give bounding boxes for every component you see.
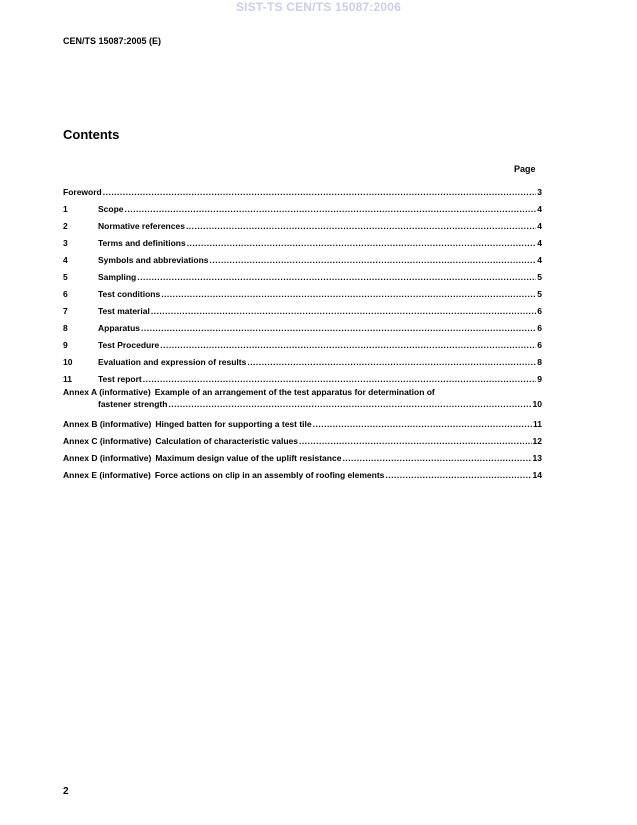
leader-dots (161, 289, 536, 299)
leader-dots (313, 419, 532, 429)
toc-entry-number: 10 (63, 357, 73, 367)
toc-entry-title: Test conditions (98, 289, 161, 299)
toc-entry-title: Sampling (98, 272, 137, 282)
toc-entry-number: 6 (63, 289, 68, 299)
toc-entry-number: 2 (63, 221, 68, 231)
toc-entry-title: Test material (98, 306, 150, 316)
leader-dots (143, 374, 536, 384)
toc-annex-c[interactable] (63, 429, 542, 446)
toc-entry-title: Foreword (63, 187, 102, 197)
leader-dots (160, 340, 536, 350)
toc-entry-title: Terms and definitions (98, 238, 186, 248)
toc-entry-page: 3 (537, 187, 542, 197)
leader-dots (137, 272, 536, 282)
toc-entry-title: Normative references (98, 221, 185, 231)
toc-entry[interactable] (63, 333, 542, 350)
toc-entry-title: Symbols and abbreviations (98, 255, 209, 265)
toc-entry[interactable] (63, 350, 542, 367)
toc-entry-title: Evaluation and expression of results (98, 357, 247, 367)
toc-entry[interactable] (63, 231, 542, 248)
annex-label: Annex D (informative) (63, 453, 152, 463)
document-id: CEN/TS 15087:2005 (E) (63, 36, 162, 46)
annex-title: Calculation of characteristic values (155, 436, 298, 446)
toc-entry-page: 4 (537, 238, 542, 248)
watermark: SIST-TS CEN/TS 15087:2006 (235, 0, 402, 14)
toc-entry-page: 10 (532, 399, 542, 409)
toc-entry[interactable] (63, 265, 542, 282)
toc-entry[interactable] (63, 316, 542, 333)
annex-title: Force actions on clip in an assembly of roofing elements (154, 470, 385, 480)
leader-dots (103, 187, 537, 197)
toc-entry[interactable] (63, 248, 542, 265)
toc-entry[interactable] (63, 367, 542, 384)
toc-entry-title: Test Procedure (98, 340, 160, 350)
toc-entry-foreword[interactable] (63, 180, 542, 197)
toc-entry-page: 4 (537, 221, 542, 231)
toc-entry-number: 5 (63, 272, 68, 282)
toc-entry-page: 6 (537, 306, 542, 316)
toc-entry-page: 11 (533, 419, 542, 429)
leader-dots (186, 221, 536, 231)
toc-entry-page: 8 (537, 357, 542, 367)
leader-dots (168, 399, 531, 409)
leader-dots (151, 306, 536, 316)
toc-entry-page: 6 (537, 340, 542, 350)
toc-entry-page: 5 (537, 272, 542, 282)
page-column-label: Page (514, 164, 536, 174)
toc-entry-number: 9 (63, 340, 68, 350)
annex-title: Example of an arrangement of the test apparatus for determination of (154, 387, 435, 397)
leader-dots (210, 255, 537, 265)
toc-entry-page: 14 (532, 470, 542, 480)
toc-entry-title: Scope (98, 204, 124, 214)
page-number: 2 (63, 786, 69, 797)
toc-entry-page: 4 (537, 255, 542, 265)
leader-dots (125, 204, 537, 214)
annex-label: Annex A (informative) (63, 387, 151, 397)
annex-label: Annex B (informative) (63, 419, 152, 429)
toc-entry-page: 13 (532, 453, 542, 463)
toc-entry-title: Apparatus (98, 323, 141, 333)
toc-entry-page: 6 (537, 323, 542, 333)
toc-entry[interactable] (63, 282, 542, 299)
leader-dots (187, 238, 537, 248)
toc-annex-a[interactable] (63, 384, 542, 409)
toc-entry-page: 5 (537, 289, 542, 299)
toc-entry-number: 11 (63, 374, 72, 384)
toc-entry[interactable] (63, 214, 542, 231)
leader-dots (141, 323, 536, 333)
toc-entry[interactable] (63, 197, 542, 214)
toc-entry-number: 1 (63, 204, 68, 214)
table-of-contents (63, 180, 542, 480)
toc-entry-number: 7 (63, 306, 68, 316)
toc-entry-title: Test report (98, 374, 142, 384)
annex-title-continued: fastener strength (98, 399, 168, 409)
contents-heading: Contents (63, 127, 120, 142)
leader-dots (299, 436, 532, 446)
toc-entry-page: 4 (537, 204, 542, 214)
leader-dots (342, 453, 531, 463)
leader-dots (385, 470, 531, 480)
toc-entry-page: 9 (537, 374, 542, 384)
toc-annex-b[interactable] (63, 412, 542, 429)
toc-entry-number: 4 (63, 255, 68, 265)
toc-entry-page: 12 (532, 436, 542, 446)
annex-label: Annex E (informative) (63, 470, 151, 480)
annex-title: Maximum design value of the uplift resistance (155, 453, 342, 463)
annex-title: Hinged batten for supporting a test tile (155, 419, 312, 429)
toc-annex-e[interactable] (63, 463, 542, 480)
toc-entry-number: 3 (63, 238, 68, 248)
annex-label: Annex C (informative) (63, 436, 152, 446)
toc-entry-number: 8 (63, 323, 68, 333)
leader-dots (247, 357, 536, 367)
toc-annex-d[interactable] (63, 446, 542, 463)
toc-entry[interactable] (63, 299, 542, 316)
